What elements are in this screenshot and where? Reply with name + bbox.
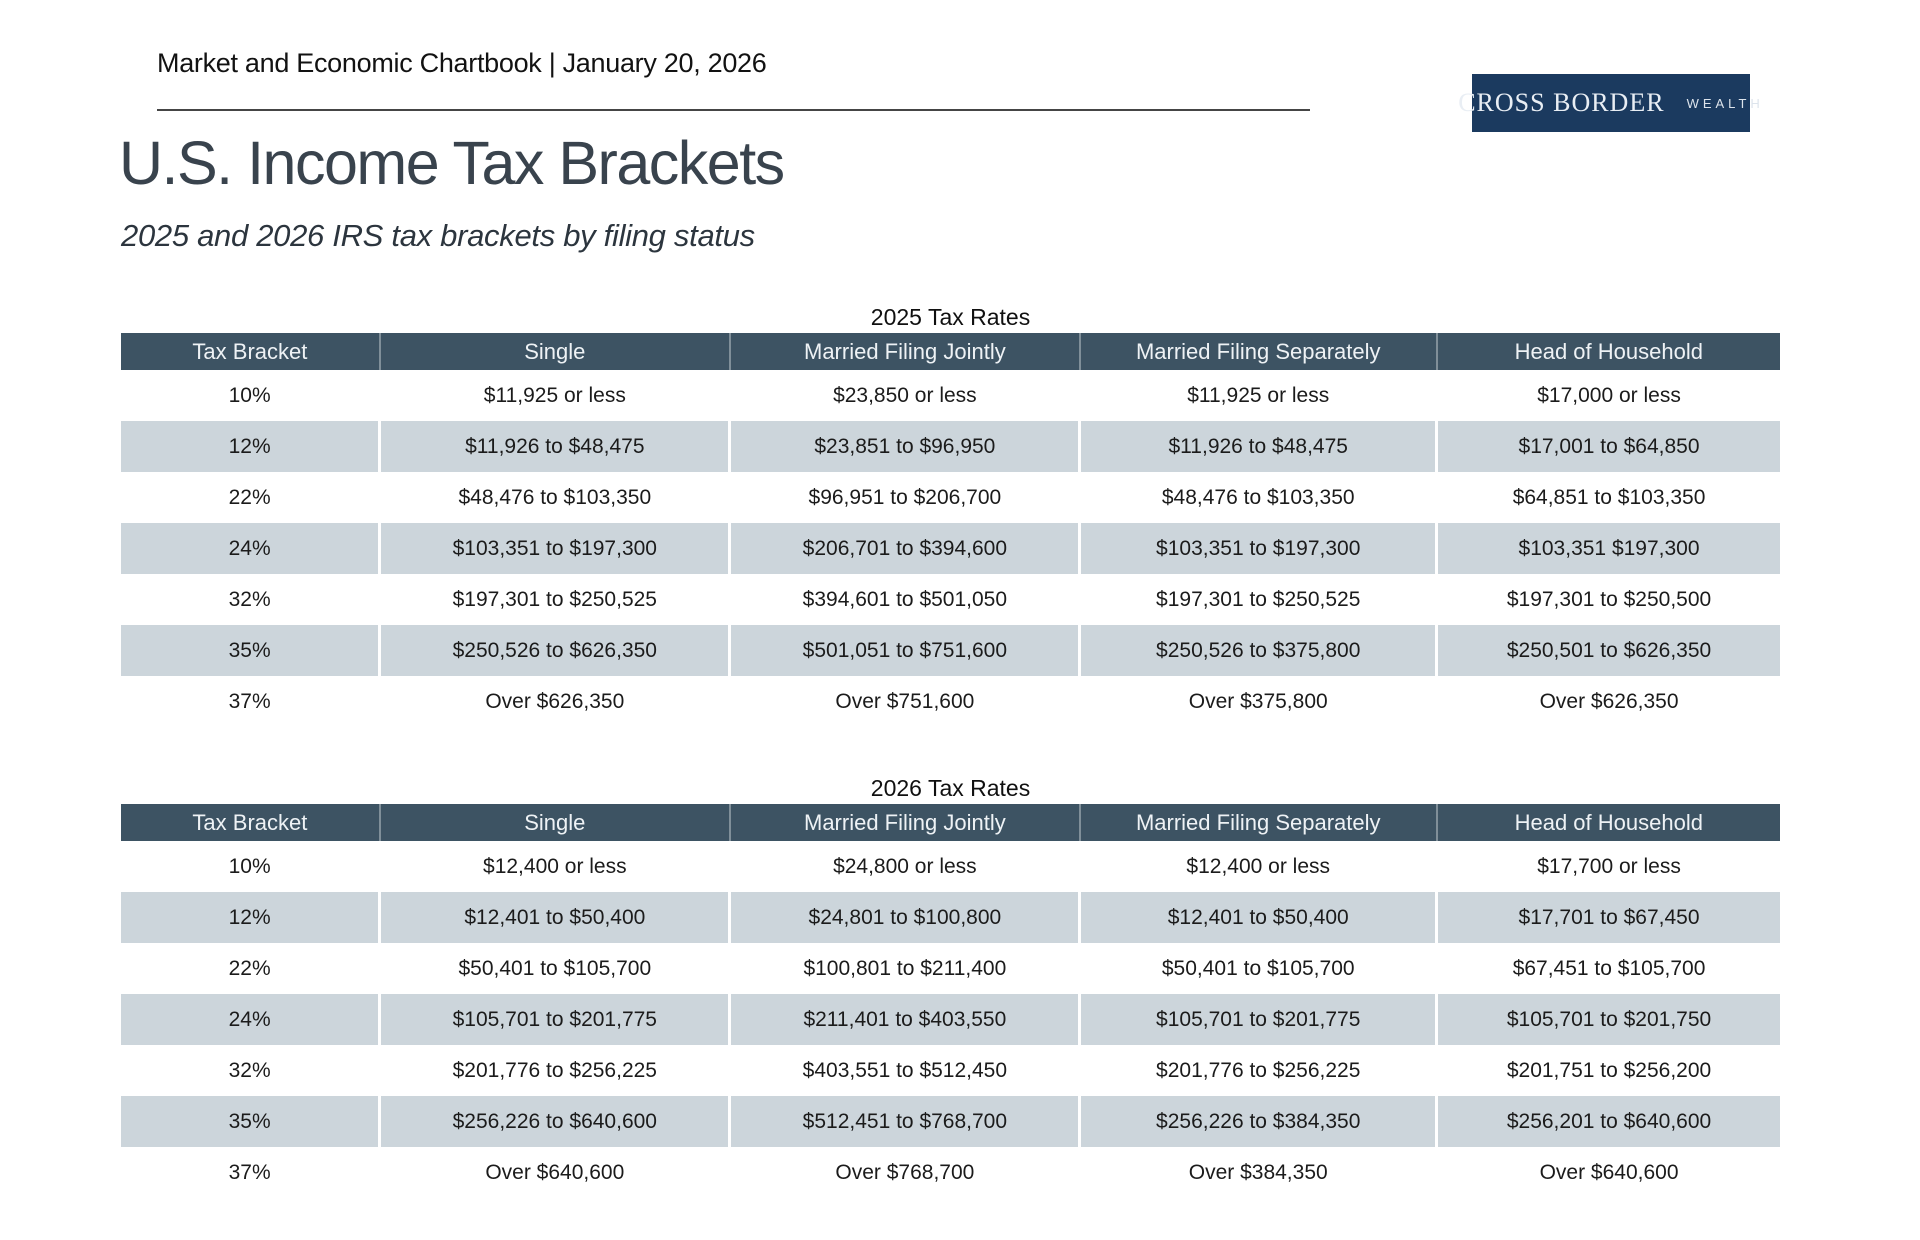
table-cell: $11,925 or less [1080,370,1437,421]
table-cell: $48,476 to $103,350 [380,472,730,523]
column-header: Head of Household [1437,804,1780,841]
table-row [121,574,1780,625]
table-cell: $23,850 or less [730,370,1080,421]
table-row [121,1045,1780,1096]
table-cell: $11,926 to $48,475 [1080,421,1437,472]
table-cell: $64,851 to $103,350 [1437,472,1780,523]
column-header: Married Filing Jointly [730,333,1080,370]
table-cell: $103,351 to $197,300 [1080,523,1437,574]
table-cell: $96,951 to $206,700 [730,472,1080,523]
table-cell: 32% [121,1045,380,1096]
table-cell: 10% [121,370,380,421]
table-cell: 12% [121,892,380,943]
column-header: Head of Household [1437,333,1780,370]
page-title: U.S. Income Tax Brackets [119,129,784,197]
table-cell: $201,776 to $256,225 [1080,1045,1437,1096]
table-cell: $403,551 to $512,450 [730,1045,1080,1096]
logo-primary-text: CROSS BORDER [1458,88,1665,117]
table-header-row [121,804,1780,841]
column-header: Married Filing Separately [1080,804,1437,841]
table-cell: $24,800 or less [730,841,1080,892]
table-cell: $211,401 to $403,550 [730,994,1080,1045]
table-cell: $201,776 to $256,225 [380,1045,730,1096]
table-cell: 32% [121,574,380,625]
column-header: Tax Bracket [121,804,380,841]
column-header: Tax Bracket [121,333,380,370]
table-cell: Over $768,700 [730,1147,1080,1198]
table-cell: 12% [121,421,380,472]
column-header: Married Filing Separately [1080,333,1437,370]
page-subtitle: 2025 and 2026 IRS tax brackets by filing status [121,218,755,253]
table-cell: $256,201 to $640,600 [1437,1096,1780,1147]
table-cell: Over $640,600 [380,1147,730,1198]
table-cell: 10% [121,841,380,892]
table-cell: $512,451 to $768,700 [730,1096,1080,1147]
table-cell: $17,001 to $64,850 [1437,421,1780,472]
table-cell: 22% [121,943,380,994]
table-cell: Over $626,350 [380,676,730,727]
column-header: Married Filing Jointly [730,804,1080,841]
table-cell: $256,226 to $640,600 [380,1096,730,1147]
table-row [121,892,1780,943]
table-cell: 35% [121,625,380,676]
table-cell: $17,701 to $67,450 [1437,892,1780,943]
table-cell: 24% [121,523,380,574]
table-cell: $105,701 to $201,775 [1080,994,1437,1045]
table-cell: $12,400 or less [380,841,730,892]
table-row [121,421,1780,472]
table-caption: 2025 Tax Rates [870,304,1031,330]
table-cell: $256,226 to $384,350 [1080,1096,1437,1147]
table-cell: $100,801 to $211,400 [730,943,1080,994]
table-row [121,841,1780,892]
table-cell: $12,401 to $50,400 [1080,892,1437,943]
table-cell: 24% [121,994,380,1045]
table-cell: $197,301 to $250,500 [1437,574,1780,625]
table-cell: $105,701 to $201,775 [380,994,730,1045]
table-cell: Over $640,600 [1437,1147,1780,1198]
table-cell: $11,925 or less [380,370,730,421]
table-cell: 37% [121,1147,380,1198]
table-cell: 22% [121,472,380,523]
table-cell: Over $375,800 [1080,676,1437,727]
table-cell: $250,526 to $375,800 [1080,625,1437,676]
table-cell: $250,501 to $626,350 [1437,625,1780,676]
table-row [121,370,1780,421]
table-cell: $197,301 to $250,525 [1080,574,1437,625]
table-cell: $11,926 to $48,475 [380,421,730,472]
tax-table-section-2025 [121,303,1780,727]
table-cell: $24,801 to $100,800 [730,892,1080,943]
table-cell: $23,851 to $96,950 [730,421,1080,472]
tax-table-section-2026 [121,774,1780,1198]
column-header: Single [380,804,730,841]
table-cell: $17,700 or less [1437,841,1780,892]
column-header: Single [380,333,730,370]
table-cell: 35% [121,1096,380,1147]
table-cell: Over $384,350 [1080,1147,1437,1198]
table-cell: $12,401 to $50,400 [380,892,730,943]
table-row [121,943,1780,994]
tax-brackets-table-2025 [121,333,1780,727]
table-cell: $103,351 to $197,300 [380,523,730,574]
table-cell: $17,000 or less [1437,370,1780,421]
table-cell: $48,476 to $103,350 [1080,472,1437,523]
table-cell: $103,351 $197,300 [1437,523,1780,574]
company-logo [1458,74,1764,132]
table-cell: $67,451 to $105,700 [1437,943,1780,994]
table-cell: 37% [121,676,380,727]
table-row [121,625,1780,676]
table-row [121,676,1780,727]
tax-brackets-table-2026 [121,804,1780,1198]
table-cell: $501,051 to $751,600 [730,625,1080,676]
table-cell: $12,400 or less [1080,841,1437,892]
table-cell: $250,526 to $626,350 [380,625,730,676]
table-cell: Over $751,600 [730,676,1080,727]
table-header-row [121,333,1780,370]
chartbook-header-label: Market and Economic Chartbook | January 20, 2026 [157,48,767,78]
header-divider-rule [157,109,1310,111]
table-row [121,1096,1780,1147]
table-row [121,472,1780,523]
table-cell: $105,701 to $201,750 [1437,994,1780,1045]
table-caption: 2026 Tax Rates [870,775,1031,801]
table-cell: $201,751 to $256,200 [1437,1045,1780,1096]
table-cell: $50,401 to $105,700 [1080,943,1437,994]
table-cell: $394,601 to $501,050 [730,574,1080,625]
table-cell: $197,301 to $250,525 [380,574,730,625]
table-row [121,994,1780,1045]
table-cell: $50,401 to $105,700 [380,943,730,994]
table-cell: $206,701 to $394,600 [730,523,1080,574]
logo-secondary-text: WEALTH [1686,95,1764,111]
table-row [121,523,1780,574]
table-row [121,1147,1780,1198]
table-cell: Over $626,350 [1437,676,1780,727]
